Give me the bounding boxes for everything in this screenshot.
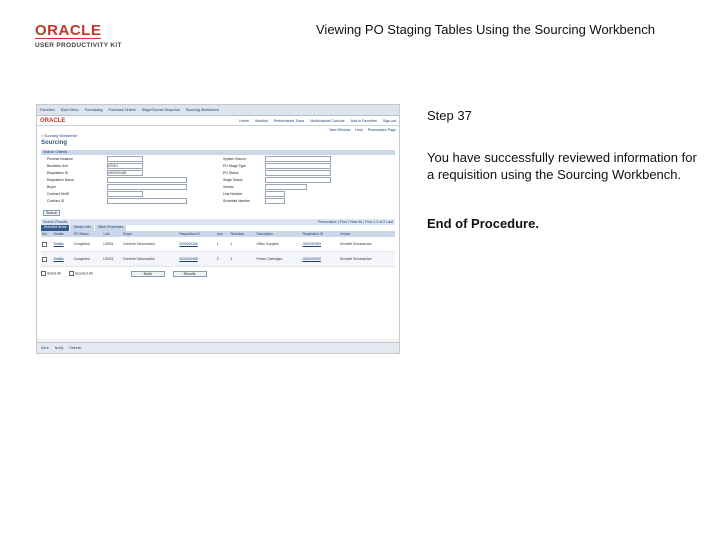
select-all-link[interactable] xyxy=(41,271,61,276)
bottom-toolbar xyxy=(37,342,399,353)
vendor-cell: Kenneth Schumacher xyxy=(339,252,395,267)
column-header: Details xyxy=(53,231,73,237)
row-select-checkbox[interactable] xyxy=(42,242,47,247)
field-label: Business Unit xyxy=(47,164,68,168)
stage-status-select[interactable] xyxy=(265,177,331,183)
field-label: PO Status xyxy=(223,171,239,175)
tab-other-processes[interactable]: Other Processes xyxy=(95,225,126,231)
field-label: Contract SetID xyxy=(47,192,70,196)
search-criteria-form xyxy=(37,156,399,210)
nav-item[interactable]: Main Menu xyxy=(60,108,79,112)
oracle-logo-word: ORACLE xyxy=(35,22,102,39)
requisition-link[interactable]: 0000000465 xyxy=(178,237,215,252)
column-header: Unit xyxy=(102,231,122,237)
results-grid xyxy=(41,231,395,267)
column-header: Requisition ID xyxy=(302,231,339,237)
page-heading: Sourcing xyxy=(41,140,68,146)
contract-setid-field[interactable] xyxy=(107,191,143,197)
description-cell: Office Supplies xyxy=(255,237,301,252)
embedded-screenshot xyxy=(36,104,400,354)
header-link[interactable]: Sign out xyxy=(382,118,396,123)
field-label: Requisition Name xyxy=(47,178,74,182)
po-stage-type-select[interactable] xyxy=(265,163,331,169)
checkbox-icon xyxy=(41,271,46,276)
breadcrumb[interactable]: < Sourcing Workbench xyxy=(41,134,78,138)
field-label: Stage Status xyxy=(223,178,243,182)
header-link[interactable]: Performance Trace xyxy=(273,118,305,123)
description-cell: Printer Cartridges xyxy=(255,252,301,267)
refresh-button[interactable]: Refresh xyxy=(69,346,82,350)
details-link[interactable]: Details xyxy=(53,252,73,267)
results-title: Search Results xyxy=(43,220,68,224)
po-status-select[interactable] xyxy=(265,170,331,176)
field-label: Requisition ID xyxy=(47,171,69,175)
column-header: Vendor xyxy=(339,231,395,237)
nav-item[interactable]: Sourcing Workbench xyxy=(185,108,219,112)
details-link[interactable]: Details xyxy=(53,237,73,252)
schedule-cell: 1 xyxy=(229,252,255,267)
step-description: You have successfully reviewed information for a requisition using the Sourcing Workbench. xyxy=(427,150,697,182)
step-number: Step 37 xyxy=(427,108,472,123)
field-label: Line Number xyxy=(223,192,243,196)
buyer-cell: Kenneth Schumacher xyxy=(122,237,178,252)
table-row xyxy=(41,237,395,252)
schedule-cell: 1 xyxy=(229,237,255,252)
checkbox-icon xyxy=(69,271,74,276)
po-id-link[interactable]: 0000000290 xyxy=(302,252,339,267)
results-button[interactable]: Results xyxy=(173,271,207,277)
unit-cell: US001 xyxy=(102,237,122,252)
help-link[interactable]: Help xyxy=(355,128,363,132)
field-label: System Source xyxy=(223,157,246,161)
column-header: Buyer xyxy=(122,231,178,237)
save-button[interactable]: Save xyxy=(41,346,49,350)
buyer-cell: Kenneth Schumacher xyxy=(122,252,178,267)
search-criteria-header[interactable]: Search Criteria xyxy=(41,150,395,155)
tab-vendor-info[interactable]: Vendor Info xyxy=(70,225,93,231)
build-button[interactable]: Build xyxy=(131,271,165,277)
search-button[interactable]: Search xyxy=(43,210,60,216)
line-cell: 1 xyxy=(216,237,230,252)
deselect-all-link[interactable] xyxy=(69,271,93,276)
header-link[interactable]: Multichannel Console xyxy=(310,118,345,123)
tab-selected-items[interactable]: Selected Items xyxy=(41,225,69,231)
vendor-field[interactable] xyxy=(265,184,307,190)
deselect-all-label: Deselect All xyxy=(74,271,93,276)
unit-cell: US001 xyxy=(102,252,122,267)
nav-item[interactable]: Purchasing xyxy=(84,108,103,112)
results-navigation[interactable]: Personalize | Find | View All | First 1-2 of 2 Last xyxy=(317,220,393,224)
column-header: Line xyxy=(216,231,230,237)
buyer-field[interactable] xyxy=(107,184,187,190)
grid-actions xyxy=(41,270,395,277)
header-link[interactable]: Add to Favorites xyxy=(350,118,377,123)
column-header: Sel xyxy=(41,231,53,237)
column-header: Schedule xyxy=(229,231,255,237)
requisition-name-field[interactable] xyxy=(107,177,187,183)
schedule-number-field[interactable] xyxy=(265,198,285,204)
field-label: Schedule Number xyxy=(223,199,251,203)
field-label: Vendor xyxy=(223,185,234,189)
po-status-cell: Completed xyxy=(73,237,103,252)
field-label: Contract ID xyxy=(47,199,65,203)
column-header: Description xyxy=(255,231,301,237)
select-all-label: Select All xyxy=(46,271,61,276)
header-link[interactable]: Home xyxy=(239,118,249,123)
requisition-id-field[interactable]: 0000000465 xyxy=(107,170,143,176)
brand-logo: ORACLE xyxy=(40,117,66,124)
personalize-page-link[interactable]: Personalize Page xyxy=(367,128,396,132)
nav-item[interactable]: Stage/Source Requests xyxy=(141,108,180,112)
field-label: Process Instance xyxy=(47,157,74,161)
line-number-field[interactable] xyxy=(265,191,285,197)
page-title: Viewing PO Staging Tables Using the Sourcing Workbench xyxy=(316,22,655,37)
nav-item[interactable]: Purchase Orders xyxy=(108,108,136,112)
process-instance-field[interactable] xyxy=(107,156,143,162)
column-header: PO Status xyxy=(73,231,103,237)
upk-logo-subtitle: USER PRODUCTIVITY KIT xyxy=(35,42,122,49)
po-id-link[interactable]: 0000000289 xyxy=(302,237,339,252)
new-window-link[interactable]: New Window xyxy=(329,128,351,132)
system-source-select[interactable] xyxy=(265,156,331,162)
nav-item[interactable]: Favorites xyxy=(40,108,55,112)
top-navigation xyxy=(37,105,399,116)
oracle-upk-logo xyxy=(35,22,127,49)
row-select-checkbox[interactable] xyxy=(42,257,47,262)
vendor-cell: Kenneth Schumacher xyxy=(339,237,395,252)
contract-id-field[interactable] xyxy=(107,198,187,204)
table-row xyxy=(41,252,395,267)
brand-bar xyxy=(37,116,399,126)
field-label: PO Stage Type xyxy=(223,164,246,168)
header-link[interactable]: Worklist xyxy=(254,118,268,123)
notify-button[interactable]: Notify xyxy=(54,346,64,350)
line-cell: 2 xyxy=(216,252,230,267)
utility-links xyxy=(37,126,399,134)
requisition-link[interactable]: 0000000465 xyxy=(178,252,215,267)
po-status-cell: Completed xyxy=(73,252,103,267)
business-unit-field[interactable]: US001 xyxy=(107,163,143,169)
end-of-procedure: End of Procedure. xyxy=(427,216,539,231)
column-header: Requisition ID xyxy=(178,231,215,237)
field-label: Buyer xyxy=(47,185,56,189)
